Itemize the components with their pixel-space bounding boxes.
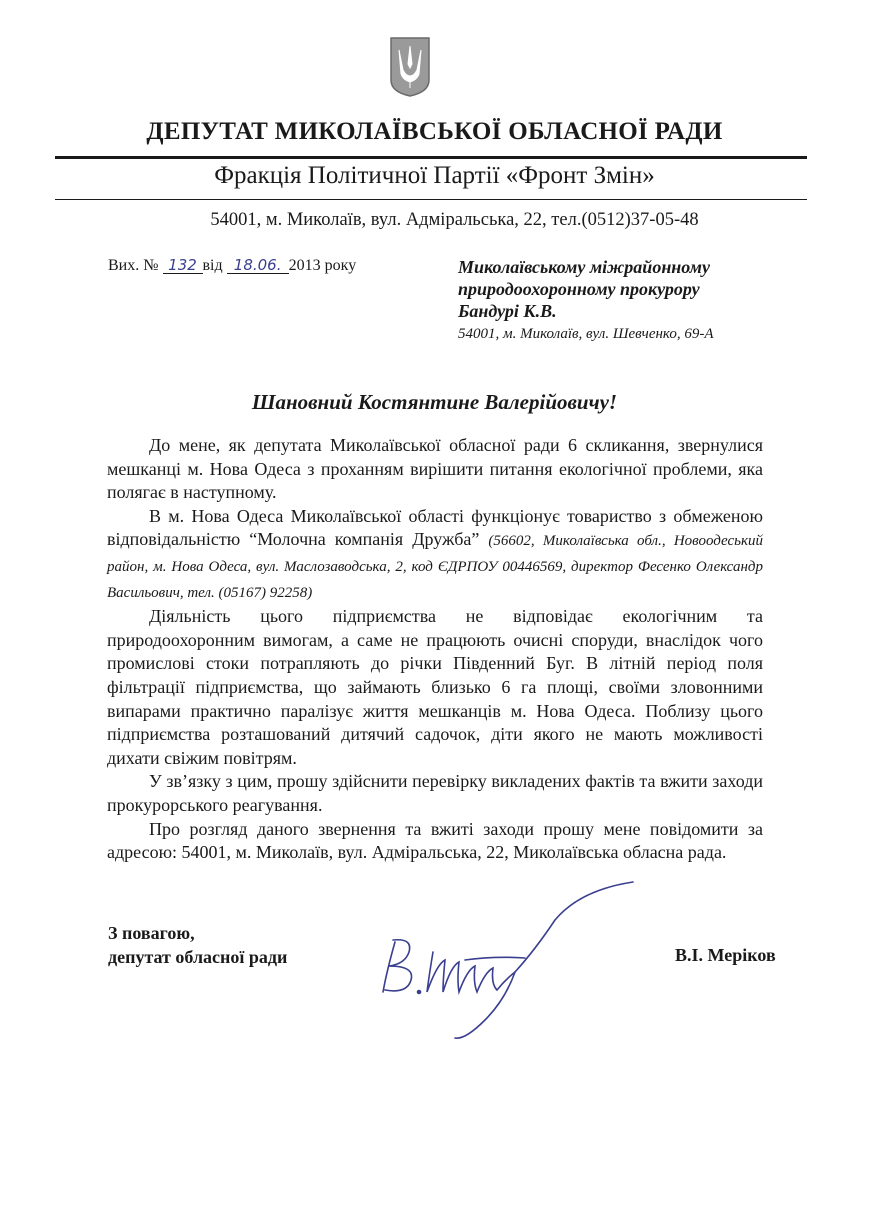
recipient-block: [458, 256, 714, 345]
outgoing-prefix: Вих. №: [108, 257, 159, 274]
signer-name: В.І. Меріков: [675, 945, 776, 965]
trident-emblem-icon: [389, 36, 431, 98]
recipient-line-1: Миколаївському міжрайонному: [458, 257, 710, 277]
sender-address: 54001, м. Миколаїв, вул. Адміральська, 22, тел.(0512)37-05-48: [210, 210, 699, 230]
letter-body: [107, 434, 763, 865]
outgoing-year: 2013 року: [288, 257, 357, 274]
faction-name: Фракція Політичної Партії «Фронт Змін»: [214, 162, 655, 189]
paragraph-4: У зв’язку з цим, прошу здійснити перевірку викладених фактів та вжити заходи прокурорського реагування.: [107, 771, 763, 815]
header-rule-thin: [55, 199, 807, 200]
closing-title: депутат обласної ради: [108, 947, 288, 967]
salutation: Шановний Костянтине Валерійовичу!: [251, 390, 618, 414]
recipient-line-2: природоохоронному прокурору: [458, 279, 700, 299]
paragraph-2: [107, 505, 763, 605]
outgoing-number: 132: [163, 257, 203, 274]
outgoing-from-word: від: [202, 257, 223, 274]
paragraph-2-main: В м. Нова Одеса Миколаївської області функціонує товариство з обмеженою відповідальністю “Молочна компанія Дружба”: [107, 505, 763, 550]
paragraph-1: До мене, як депутата Миколаївської обласної ради 6 скликання, звернулися мешканці м. Нова Одеса з проханням вирішити питання екологічної проблеми, яка полягає в наступному.: [107, 435, 763, 503]
closing-block: [108, 921, 287, 969]
letterhead-title: ДЕПУТАТ МИКОЛАЇВСЬКОЇ ОБЛАСНОЇ РАДИ: [146, 118, 723, 145]
header-rule-thick: [55, 156, 807, 159]
closing-regards: З повагою,: [108, 923, 195, 943]
company-details: (56602, Миколаївська обл., Новоодеський район, м. Нова Одеса, вул. Маслозаводська, 2, код ЄДРПОУ 00446569, директор Фесенко Олександр Васильович, тел. (05167) 92258): [107, 533, 764, 601]
paragraph-3: Діяльність цього підприємства не відповідає екологічним та природоохоронним вимогам, а саме не працюють очисні споруди, внаслідок чого промислові стоки потрапляють до річки Південний Буг. В літній період поля фільтрації підприємства, що займають близько 6 га площі, своїми зловонними випарами практично паралізує життя мешканців м. Нова Одеса. Поблизу цього підприємства розташований дитячий садочок, діти якого не мають можливості дихати свіжим повітрям.: [107, 606, 763, 768]
handwritten-signature: [365, 880, 645, 1040]
recipient-name: Бандурі К.В.: [458, 301, 557, 321]
recipient-address: 54001, м. Миколаїв, вул. Шевченко, 69-А: [458, 326, 714, 342]
outgoing-reference: [108, 257, 356, 275]
outgoing-date: 18.06.: [227, 257, 289, 274]
paragraph-5: Про розгляд даного звернення та вжиті заходи прошу мене повідомити за адресою: 54001, м. Миколаїв, вул. Адміральська, 22, Миколаївська обласна рада.: [107, 818, 763, 863]
